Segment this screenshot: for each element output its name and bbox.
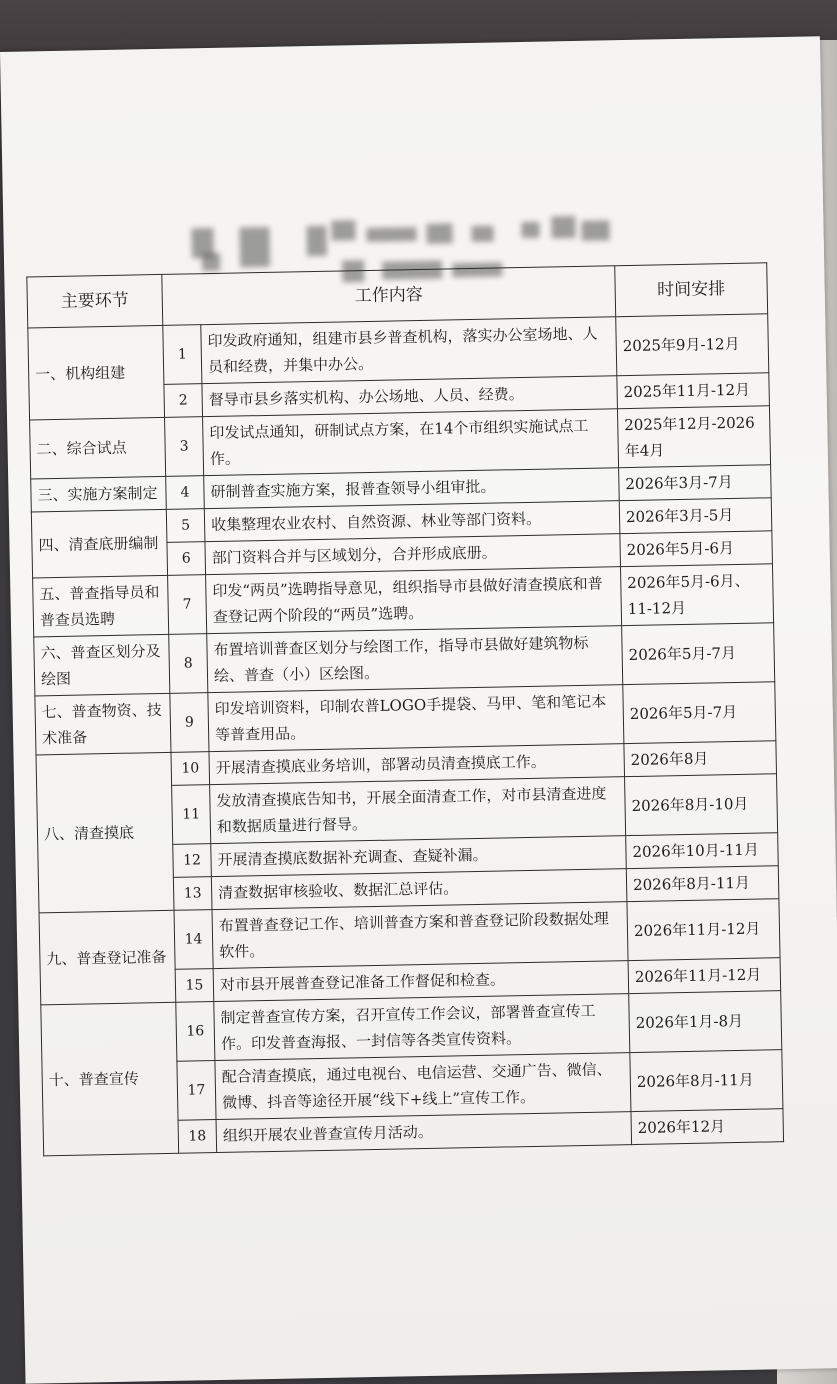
row-number: 3 xyxy=(165,417,204,477)
row-number: 9 xyxy=(170,693,209,753)
header-content: 工作内容 xyxy=(162,266,616,326)
work-content: 组织开展农业普查宣传月活动。 xyxy=(216,1112,632,1153)
time-schedule: 2026年10月-11月 xyxy=(626,833,779,869)
phase-cell: 六、普查区划分及绘图 xyxy=(34,634,170,696)
phase-cell: 四、清查底册编制 xyxy=(31,509,167,578)
row-number: 2 xyxy=(164,384,203,418)
row-number: 5 xyxy=(166,509,205,543)
phase-cell: 七、普查物资、技术准备 xyxy=(35,693,171,755)
schedule-table xyxy=(26,262,784,1156)
phase-cell: 九、普查登记准备 xyxy=(39,910,176,1005)
work-content: 配合清查摸底，通过电视台、电信运营、交通广告、微信、微博、抖音等途径开展“线下+线上”宣传工作。 xyxy=(215,1053,631,1120)
time-schedule: 2026年5月-7月 xyxy=(622,623,775,685)
row-number: 13 xyxy=(173,877,212,911)
phase-cell: 三、实施方案制定 xyxy=(31,476,167,512)
phase-cell: 八、清查摸底 xyxy=(36,752,174,913)
work-content: 清查数据审核验收、数据汇总评估。 xyxy=(211,869,627,910)
time-schedule: 2025年12月-2026年4月 xyxy=(617,406,770,468)
row-number: 15 xyxy=(175,969,214,1003)
time-schedule: 2026年1月-8月 xyxy=(629,991,782,1053)
work-content: 开展清查摸底业务培训，部署动员清查摸底工作。 xyxy=(209,744,625,785)
work-content: 督导市县乡落实机构、办公场地、人员、经费。 xyxy=(202,376,618,417)
time-schedule: 2026年5月-7月 xyxy=(623,682,776,744)
row-number: 8 xyxy=(169,634,208,694)
phase-cell: 五、普查指导员和普查员选聘 xyxy=(33,575,169,637)
time-schedule: 2025年11月-12月 xyxy=(617,373,770,409)
work-content: 印发试点通知，研制试点方案，在14个市组织实施试点工作。 xyxy=(203,409,619,476)
time-schedule: 2026年3月-5月 xyxy=(619,498,772,534)
work-content: 布置普查登记工作、培训普查方案和普查登记阶段数据处理软件。 xyxy=(212,902,628,969)
phase-cell: 二、综合试点 xyxy=(30,417,166,479)
time-schedule: 2026年8月 xyxy=(624,741,777,777)
work-content: 印发政府通知，组建市县乡普查机构，落实办公室场地、人员和经费，并集中办公。 xyxy=(201,317,617,384)
work-content: 研制普查实施方案，报普查领导小组审批。 xyxy=(204,468,620,509)
time-schedule: 2026年8月-11月 xyxy=(626,866,779,902)
work-content: 对市县开展普查登记准备工作督促和检查。 xyxy=(213,961,629,1002)
row-number: 17 xyxy=(177,1061,216,1121)
work-content: 开展清查摸底数据补充调查、查疑补漏。 xyxy=(211,836,627,877)
work-content: 制定普查宣传方案，召开宣传工作会议，部署普查宣传工作。印发普查海报、一封信等各类宣传资料。 xyxy=(214,994,630,1061)
time-schedule: 2026年11月-12月 xyxy=(628,958,781,994)
document-page xyxy=(0,36,837,1383)
header-time: 时间安排 xyxy=(615,263,768,317)
time-schedule: 2026年5月-6月 xyxy=(620,531,773,567)
row-number: 14 xyxy=(174,910,213,970)
time-schedule: 2026年3月-7月 xyxy=(619,465,772,501)
work-content: 收集整理农业农村、自然资源、林业等部门资料。 xyxy=(204,501,620,542)
time-schedule: 2025年9月-12月 xyxy=(616,314,769,376)
row-number: 4 xyxy=(166,476,205,510)
row-number: 1 xyxy=(163,325,202,385)
row-number: 10 xyxy=(171,752,210,786)
work-content: 布置培训普查区划分与绘图工作，指导市县做好建筑物标绘、普查（小）区绘图。 xyxy=(207,626,623,693)
row-number: 18 xyxy=(178,1120,217,1154)
row-number: 7 xyxy=(168,575,207,635)
time-schedule: 2026年8月-11月 xyxy=(630,1050,783,1112)
header-phase: 主要环节 xyxy=(27,274,163,328)
time-schedule: 2026年5月-6月、11-12月 xyxy=(620,564,773,626)
work-content: 印发培训资料，印制农普LOGO手提袋、马甲、笔和笔记本等普查用品。 xyxy=(208,685,624,752)
row-number: 6 xyxy=(167,542,206,576)
work-content: 印发“两员”选聘指导意见，组织指导市县做好清查摸底和普查登记两个阶段的“两员”选聘。 xyxy=(206,567,622,634)
work-content: 发放清查摸底告知书，开展全面清查工作，对市县清查进度和数据质量进行督导。 xyxy=(210,777,626,844)
row-number: 16 xyxy=(176,1002,215,1062)
row-number: 12 xyxy=(173,844,212,878)
phase-cell: 一、机构组建 xyxy=(28,325,165,420)
time-schedule: 2026年12月 xyxy=(631,1109,784,1145)
row-number: 11 xyxy=(172,785,211,845)
phase-cell: 十、普查宣传 xyxy=(41,1002,179,1156)
work-content: 部门资料合并与区域划分，合并形成底册。 xyxy=(205,534,621,575)
time-schedule: 2026年11月-12月 xyxy=(627,899,780,961)
time-schedule: 2026年8月-10月 xyxy=(625,774,778,836)
